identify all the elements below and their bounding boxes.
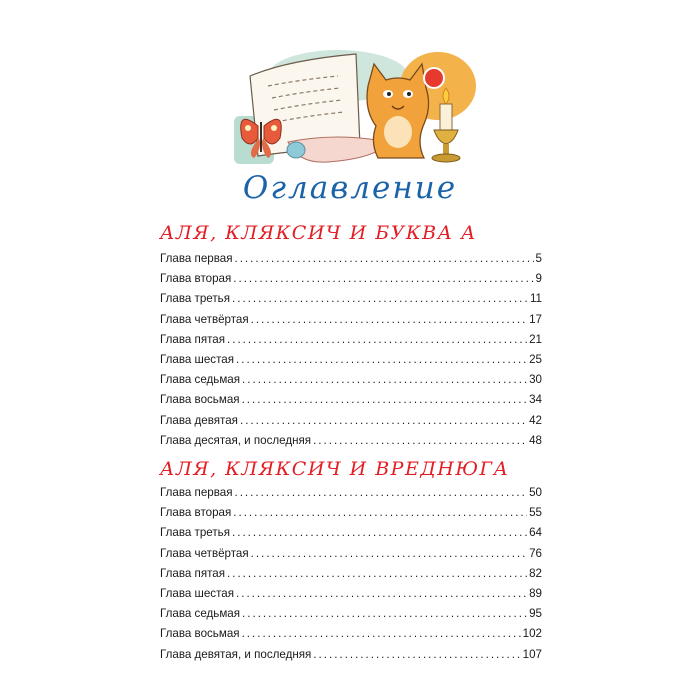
page-number: 95 [529, 607, 542, 621]
page-number: 50 [529, 486, 542, 499]
page-number: 102 [522, 627, 542, 641]
toc-entry[interactable] [160, 292, 542, 312]
toc-entry[interactable] [160, 414, 542, 434]
toc-entry[interactable] [160, 333, 542, 353]
toc-entry[interactable] [160, 373, 542, 393]
page-number: 5 [535, 252, 542, 265]
chapter-label: Глава девятая [160, 413, 238, 427]
toc-entry[interactable] [160, 506, 542, 526]
toc-entry[interactable] [160, 353, 542, 373]
chapter-label: Глава четвёртая [160, 312, 249, 326]
page-number: 11 [529, 292, 542, 306]
page-number: 9 [535, 272, 542, 286]
dot-leader [251, 547, 527, 560]
dot-leader [232, 526, 527, 539]
dot-leader [234, 252, 533, 265]
chapter-label: Глава восьмая [160, 393, 240, 407]
header-illustration [228, 46, 476, 168]
dot-leader [313, 434, 527, 447]
section-1-entries [160, 252, 542, 454]
dot-leader [232, 292, 528, 305]
page-number: 42 [529, 413, 542, 427]
section-title: АЛЯ, КЛЯКСИЧ И БУКВА А [160, 222, 477, 244]
toc-entry[interactable] [160, 272, 542, 292]
page-title: Оглавление [242, 170, 458, 206]
page-number: 21 [529, 332, 542, 346]
chapter-label: Глава четвёртая [160, 546, 249, 560]
toc-entry[interactable] [160, 547, 542, 567]
chapter-label: Глава шестая [160, 586, 234, 600]
chapter-label: Глава третья [160, 526, 230, 540]
section-2-entries [160, 486, 542, 668]
toc-entry[interactable] [160, 648, 542, 668]
chapter-label: Глава первая [160, 252, 233, 265]
dot-leader [242, 627, 521, 640]
toc-entry[interactable] [160, 434, 542, 454]
toc-entry[interactable] [160, 567, 542, 587]
page-number: 82 [529, 566, 542, 580]
chapter-label: Глава седьмая [160, 607, 241, 621]
dot-leader [242, 393, 528, 406]
toc-entry[interactable] [160, 252, 542, 272]
dot-leader [236, 587, 527, 600]
toc-entry[interactable] [160, 313, 542, 333]
dot-leader [240, 414, 527, 427]
toc-entry[interactable] [160, 627, 542, 647]
page-number: 48 [529, 433, 542, 447]
dot-leader [234, 486, 527, 499]
page-number: 64 [529, 526, 542, 540]
dot-leader [227, 567, 527, 580]
section-title: АЛЯ, КЛЯКСИЧ И ВРЕДНЮГА [160, 458, 510, 480]
cat-icon [367, 64, 429, 158]
page-number: 76 [529, 546, 542, 560]
chapter-label: Глава вторая [160, 506, 232, 520]
page-number: 89 [529, 586, 542, 600]
chapter-label: Глава седьмая [160, 373, 241, 387]
dot-leader [251, 313, 527, 326]
page-number: 30 [529, 373, 542, 387]
page-number: 25 [529, 352, 542, 366]
dot-leader [242, 373, 527, 386]
dot-leader [227, 333, 527, 346]
chapter-label: Глава третья [160, 292, 230, 306]
toc-entry[interactable] [160, 607, 542, 627]
dot-leader [236, 353, 527, 366]
chapter-label: Глава вторая [160, 272, 232, 286]
toc-entry[interactable] [160, 393, 542, 413]
chapter-label: Глава десятая, и последняя [160, 433, 312, 447]
page-number: 17 [529, 312, 542, 326]
chapter-label: Глава девятая, и последняя [160, 647, 312, 661]
toc-entry[interactable] [160, 587, 542, 607]
chapter-label: Глава пятая [160, 566, 225, 580]
toc-entry[interactable] [160, 526, 542, 546]
chapter-label: Глава шестая [160, 352, 234, 366]
chapter-label: Глава первая [160, 486, 233, 499]
page-number: 55 [529, 506, 542, 520]
page-number: 34 [529, 393, 542, 407]
chapter-label: Глава пятая [160, 332, 225, 346]
dot-leader [242, 607, 527, 620]
page-number: 107 [522, 647, 542, 661]
dot-leader [233, 272, 533, 285]
dot-leader [313, 648, 520, 661]
chapter-label: Глава восьмая [160, 627, 240, 641]
dot-leader [233, 506, 527, 519]
toc-entry[interactable] [160, 486, 542, 506]
